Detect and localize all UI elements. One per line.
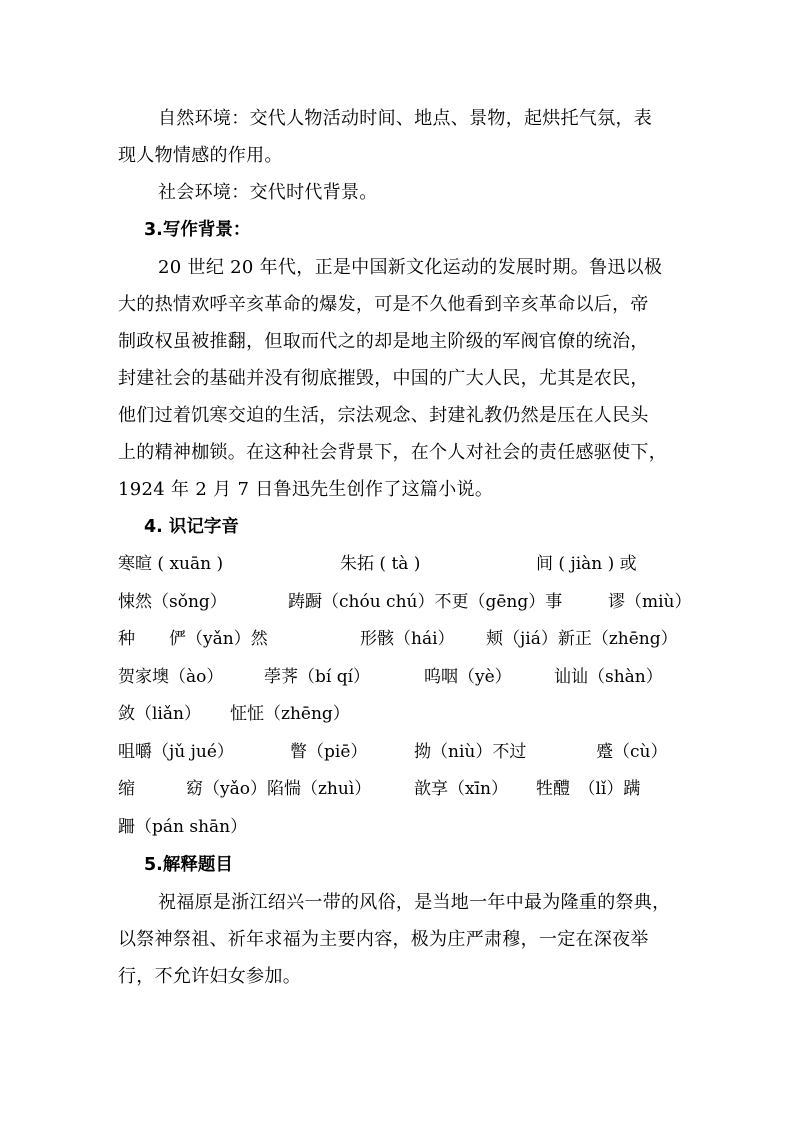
section-3-line: 制政权虽被推翻，但取而代之的却是地主阶级的军阀官僚的统治， (118, 331, 649, 352)
vocab-item: 贺家墺（ào） (118, 666, 224, 687)
vocab-row (118, 621, 676, 659)
vocab-item: 蹙（cù） (596, 741, 668, 762)
vocab-item: 歆享（xīn） (414, 779, 508, 799)
vocab-item: 拗（niù）不过 (414, 741, 527, 762)
vocab-item: 种 俨（yǎn）然 (118, 629, 268, 649)
vocab-row (118, 659, 676, 697)
natural-environment-line-2: 现人物情感的作用。 (118, 145, 283, 166)
section-3-line: 大的热情欢呼辛亥革命的爆发，可是不久他看到辛亥革命以后，帝 (118, 294, 649, 315)
vocab-item: 寒暄 ( xuān ) (118, 554, 224, 574)
vocab-item: 呜咽（yè） (424, 666, 512, 687)
section-5-heading: 5.解释题目 (144, 855, 233, 875)
vocab-item: 间 ( jiàn ) 或 (536, 554, 637, 574)
vocab-row (118, 546, 676, 584)
vocab-row (118, 771, 676, 809)
vocab-row (118, 734, 676, 772)
pronunciation-list (118, 546, 692, 846)
vocab-item: 踌蹰（chóu chú）不更（gēng）事 (288, 591, 563, 612)
vocab-item: 牲醴 （lǐ）蹒 (536, 779, 641, 799)
section-3-line: 上的精神枷锁。在这种社会背景下，在个人对社会的责任感驱使下， (118, 442, 667, 463)
vocab-item: 朱拓 ( tà ) (340, 554, 421, 574)
vocab-item: 形骸（hái） (360, 629, 455, 649)
vocab-item: 怔怔（zhēng） (230, 704, 350, 724)
vocab-item: 悚然（sǒng） (118, 591, 227, 612)
vocab-item: 颊（jiá）新正（zhēng） (486, 629, 678, 649)
section-4-heading: 4. 识记字音 (144, 517, 239, 537)
vocab-item: 瞥（piē） (290, 741, 368, 762)
natural-environment-line-1: 自然环境：交代人物活动时间、地点、景物，起烘托气氛，表 (158, 108, 653, 129)
vocab-item: 荸荠（bí qí） (264, 666, 371, 687)
section-5-line: 行，不允许妇女参加。 (118, 966, 301, 987)
vocab-item: 敛（liǎn） (118, 704, 201, 724)
section-3-body (118, 249, 676, 508)
vocab-row (118, 584, 692, 622)
section-3-line: 1924 年 2 月 7 日鲁迅先生创作了这篇小说。 (118, 479, 494, 500)
vocab-row (118, 696, 676, 734)
vocab-item: 咀嚼（jǔ jué） (118, 741, 234, 762)
vocab-item: 谬（miù） (608, 591, 692, 612)
section-5-line: 以祭神祭祖、祈年求福为主要内容，极为庄严肃穆，一定在深夜举 (118, 929, 649, 950)
vocab-item: 跚（pán shān） (118, 816, 248, 837)
vocab-row (118, 809, 676, 847)
section-3-line: 20 世纪 20 年代，正是中国新文化运动的发展时期。鲁迅以极 (158, 257, 663, 278)
section-5-line: 祝福原是浙江绍兴一带的风俗，是当地一年中最为隆重的祭典， (158, 892, 671, 913)
vocab-item: 讪讪（shàn） (554, 666, 663, 687)
social-environment: 社会环境：交代时代背景。 (158, 182, 378, 203)
vocab-item: 缩 窈（yǎo）陷惴（zhuì） (118, 779, 372, 799)
section-3-line: 他们过着饥寒交迫的生活，宗法观念、封建礼教仍然是压在人民头 (118, 405, 649, 426)
section-3-heading: 3.写作背景： (144, 220, 251, 240)
section-3-line: 封建社会的基础并没有彻底摧毁，中国的广大人民，尤其是农民， (118, 368, 649, 389)
section-5-body (118, 884, 676, 995)
